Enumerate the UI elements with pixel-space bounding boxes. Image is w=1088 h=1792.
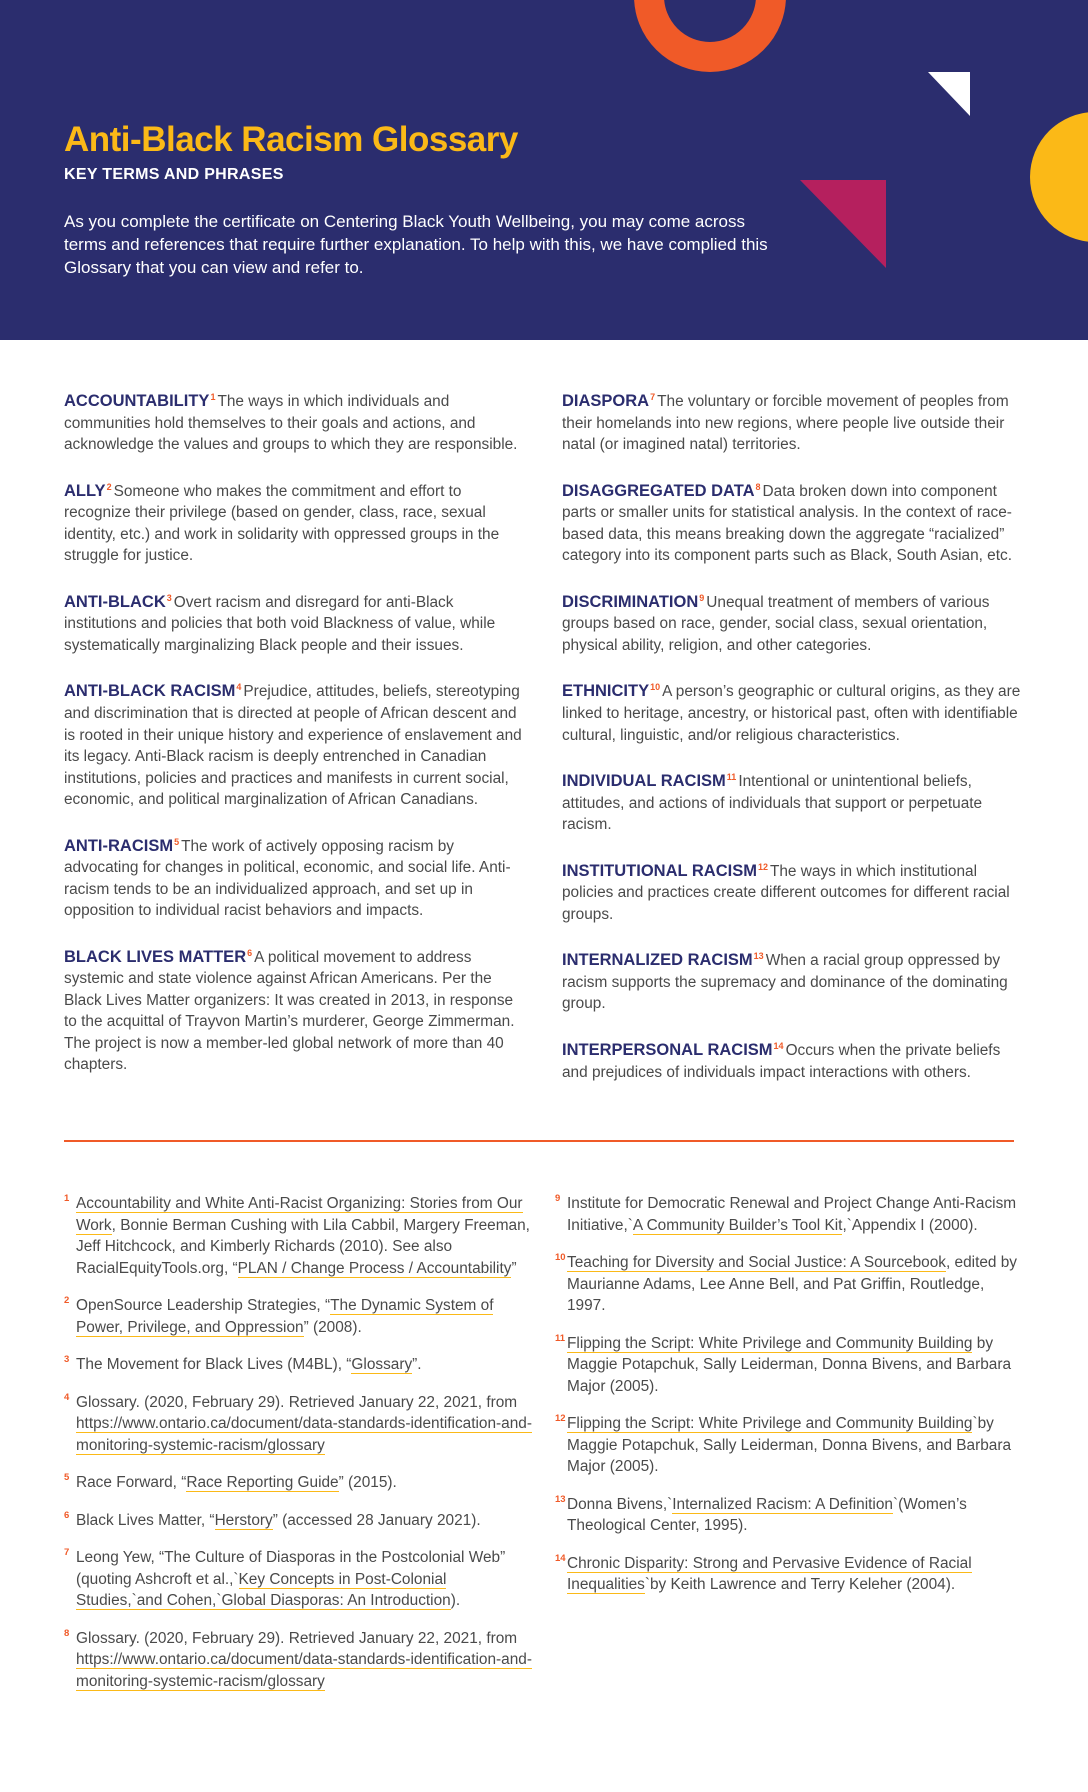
header-banner (0, 0, 1088, 340)
footnote-number: 12 (555, 1413, 566, 1424)
term-definition: Prejudice, attitudes, beliefs, stereotyping and discrimination that is directed at people of African descent and is rooted in their unique history and experience of enslavement and its legacy. Anti-Black racism is deeply entrenched in Canadian institutions, policies and practices and manifests in current social, economic, and political marginalization of African Canadians. (64, 683, 522, 808)
footnote-ref[interactable]: 8 (755, 481, 761, 492)
yellow-circle-decoration (1030, 112, 1088, 242)
footnote-text: ”. (412, 1356, 422, 1373)
footnote-link[interactable]: Key Concepts in Post-Colonial Studies,`and Cohen,`Global Diasporas: An Introduction (76, 1570, 451, 1609)
term-name: ACCOUNTABILITY (64, 392, 210, 411)
footnote-text: ). (450, 1592, 461, 1609)
term-definition: A political movement to address systemic and state violence against African Americans. Per the Black Lives Matter organizers: It was created in 2013, in response to the acquittal of Trayvon Martin’s murderer, George Zimmerman. The project is now a member-led global network of more than 40 chapters. (64, 948, 515, 1074)
footnote-text: ” (511, 1259, 517, 1277)
footnote-text: ,`Appendix I (2000). (842, 1216, 978, 1234)
footnote-link[interactable]: Flipping the Script: White Privilege and Community Building (567, 1415, 973, 1432)
footnote-ref[interactable]: 9 (699, 592, 705, 603)
footnote-number: 14 (555, 1552, 566, 1564)
footnote-link[interactable]: The Dynamic System of Power, Privilege, and Oppression (76, 1297, 494, 1336)
glossary-entry (64, 832, 530, 922)
footnote-text: Race Forward, “ (76, 1474, 187, 1491)
term-definition: Occurs when the private beliefs and prejudices of individuals impact interactions with others. (562, 1042, 1001, 1081)
term-definition: Intentional or unintentional beliefs, attitudes, and actions of individuals that support or perpetuate racism. (562, 773, 983, 834)
term-name: INTERNALIZED RACISM (562, 951, 753, 970)
footnote-7 (64, 1547, 534, 1612)
term-name: ETHNICITY (562, 682, 650, 701)
footnote-number: 10 (555, 1252, 566, 1263)
footnote-13 (555, 1494, 1025, 1537)
glossary-entry (64, 677, 530, 810)
glossary-entry (562, 857, 1024, 926)
section-divider (64, 1140, 1014, 1142)
term-name: ANTI-BLACK RACISM (64, 682, 236, 701)
footnote-ref[interactable]: 14 (773, 1040, 784, 1051)
footnote-link[interactable]: https://www.ontario.ca/document/data-standards-identification-and-monitoring-systemic-racism/glossary (76, 1415, 532, 1454)
footnote-text: Glossary. (2020, February 29). Retrieved January 22, 2021, from (76, 1393, 518, 1411)
footnote-text: ” (2015). (338, 1474, 397, 1491)
footnote-link[interactable]: https://www.ontario.ca/document/data-standards-identification-and-monitoring-systemic-racism/glossary (76, 1651, 532, 1690)
footnote-10 (555, 1252, 1025, 1317)
term-definition: When a racial group oppressed by racism supports the supremacy and dominance of the dominating group. (562, 952, 1008, 1013)
footnote-link[interactable]: Chronic Disparity: Strong and Pervasive Evidence of Racial Inequalities (567, 1554, 972, 1593)
glossary-entry (64, 387, 530, 456)
footnote-text: Black Lives Matter, “ (76, 1511, 215, 1529)
footnote-ref[interactable]: 12 (757, 861, 768, 872)
term-name: ALLY (64, 481, 106, 500)
footnote-link[interactable]: Glossary (351, 1356, 413, 1373)
glossary-entry (562, 588, 1024, 657)
footnote-text: Institute for Democratic Renewal and Project Change Anti-Racism Initiative,` (567, 1195, 1017, 1234)
footnote-link[interactable]: Accountability and White Anti-Racist Organizing: Stories from Our Work (76, 1195, 523, 1234)
term-name: INDIVIDUAL RACISM (562, 772, 726, 791)
term-definition: Unequal treatment of members of various groups based on race, gender, social class, sexual orientation, physical ability, religion, and other categories. (562, 593, 990, 654)
footnote-text: ” (2008). (303, 1318, 362, 1336)
footnote-text: `(Women’s Theological Center, 1995). (567, 1495, 967, 1534)
footnote-1 (64, 1193, 534, 1279)
footnote-text: , edited by Maurianne Adams, Lee Anne Bell, and Pat Griffin, Routledge, 1997. (567, 1254, 1018, 1314)
footnote-5 (64, 1472, 534, 1494)
page-title: Anti-Black Racism Glossary (64, 120, 518, 159)
term-name: ANTI-BLACK (64, 592, 166, 611)
page-subtitle: KEY TERMS AND PHRASES (64, 166, 284, 183)
footnote-number: 1 (64, 1193, 70, 1204)
footnote-number: 6 (64, 1509, 70, 1521)
term-definition: Data broken down into component parts or smaller units for statistical analysis. In the context of race-based data, this means breaking down the aggregate “racialized” category into its component parts such as Black, South Asian, etc. (562, 482, 1012, 565)
terms-column-left (64, 387, 530, 1097)
footnote-text: `by Maggie Potapchuk, Sally Leiderman, Donna Bivens, and Barbara Major (2005). (567, 1415, 1012, 1475)
glossary-entry (562, 946, 1024, 1015)
footnote-number: 7 (64, 1547, 70, 1558)
footnotes-column-left (64, 1193, 534, 1708)
footnote-ref[interactable]: 10 (650, 682, 661, 693)
term-definition: Someone who makes the commitment and effort to recognize their privilege (based on gender, class, race, sexual identity, etc.) and work in solidarity with oppressed groups in the struggle for justice. (64, 482, 500, 565)
term-name: ANTI-RACISM (64, 836, 174, 855)
pink-triangle-decoration (800, 180, 886, 268)
footnote-text: by Maggie Potapchuk, Sally Leiderman, Donna Bivens, and Barbara Major (2005). (567, 1334, 1012, 1395)
term-name: DIASPORA (562, 392, 650, 411)
footnote-3 (64, 1354, 534, 1376)
footnote-link[interactable]: Internalized Racism: A Definition (672, 1495, 893, 1513)
footnote-text: Donna Bivens,` (567, 1495, 673, 1513)
footnote-text: , Bonnie Berman Cushing with Lila Cabbil, Margery Freeman, Jeff Hitchcock, and Kimberly Richards (2010). See also RacialEquityTools.org, “ (76, 1216, 530, 1277)
footnote-number: 4 (64, 1391, 70, 1403)
footnote-number: 3 (64, 1354, 70, 1365)
footnote-link[interactable]: Teaching for Diversity and Social Justice: A Sourcebook (567, 1254, 946, 1271)
orange-ring-decoration (634, 0, 786, 72)
footnote-ref[interactable]: 13 (753, 951, 764, 962)
footnote-link[interactable]: Flipping the Script: White Privilege and Community Building (567, 1334, 973, 1352)
footnote-12 (555, 1413, 1025, 1478)
footnote-text: ” (accessed 28 January 2021). (272, 1511, 481, 1529)
footnote-number: 13 (555, 1493, 566, 1505)
footnote-text: Glossary. (2020, February 29). Retrieved January 22, 2021, from (76, 1629, 518, 1647)
footnote-ref[interactable]: 11 (726, 772, 737, 782)
footnote-ref[interactable]: 5 (174, 836, 180, 847)
glossary-entry (562, 677, 1024, 746)
term-definition: A person’s geographic or cultural origins, as they are linked to heritage, ancestry, or historical past, often with identifiable cultural, linguistic, and/or religious characteristics. (562, 683, 1021, 744)
footnote-number: 9 (555, 1193, 561, 1204)
footnote-text: `by Keith Lawrence and Terry Keleher (2004). (644, 1576, 956, 1593)
glossary-entry (562, 767, 1024, 836)
glossary-entry (562, 477, 1024, 567)
footnote-link[interactable]: PLAN / Change Process / Accountability (237, 1259, 512, 1277)
term-definition: Overt racism and disregard for anti-Black institutions and policies that both void Blackness of value, while systematically marginalizing Black people and their issues. (64, 593, 496, 654)
term-definition: The ways in which institutional policies and practices create different outcomes for different racial groups. (562, 862, 1010, 923)
footnote-ref[interactable]: 4 (236, 682, 242, 693)
glossary-entry (562, 387, 1024, 456)
glossary-entry (64, 588, 530, 657)
glossary-entry (562, 1036, 1024, 1083)
footnote-link[interactable]: Herstory (214, 1511, 273, 1529)
footnote-ref[interactable]: 1 (210, 392, 216, 402)
term-name: INTERPERSONAL RACISM (562, 1041, 773, 1059)
footnote-link[interactable]: A Community Builder’s Tool Kit (632, 1216, 843, 1234)
intro-paragraph: As you complete the certificate on Centering Black Youth Wellbeing, you may come across terms and references that require further explanation. To help with this, we have complied this Glossary that you can view and refer to. (64, 212, 768, 277)
glossary-entry (64, 943, 530, 1076)
term-definition: The voluntary or forcible movement of peoples from their homelands into new regions, where people live outside their natal (or imagined natal) territories. (562, 393, 1009, 454)
footnotes-column-right (555, 1193, 1025, 1612)
terms-column-right (562, 387, 1024, 1104)
footnote-text: The Movement for Black Lives (M4BL), “ (76, 1356, 352, 1373)
footnote-2 (64, 1295, 534, 1338)
footnote-number: 2 (64, 1295, 70, 1306)
footnote-6 (64, 1510, 534, 1532)
footnote-11 (555, 1333, 1025, 1398)
footnote-ref[interactable]: 7 (650, 392, 656, 402)
footnote-link[interactable]: Race Reporting Guide (186, 1474, 339, 1491)
white-triangle-decoration (928, 72, 970, 116)
term-definition: The work of actively opposing racism by advocating for changes in political, economic, and social life. Anti-racism tends to be an individualized approach, and set up in opposition to individual racist behaviors and impacts. (64, 837, 511, 920)
footnote-number: 8 (64, 1627, 70, 1639)
term-name: BLACK LIVES MATTER (64, 947, 247, 966)
footnote-text: OpenSource Leadership Strategies, “ (76, 1297, 331, 1314)
term-definition: The ways in which individuals and communities hold themselves to their goals and actions, and acknowledge the values and groups to which they are responsible. (64, 393, 518, 454)
footnote-4 (64, 1392, 534, 1457)
term-name: INSTITUTIONAL RACISM (562, 861, 757, 880)
term-name: DISCRIMINATION (562, 592, 699, 611)
footnote-text: Leong Yew, “The Culture of Diasporas in the Postcolonial Web” (quoting Ashcroft et al.,` (76, 1549, 506, 1588)
glossary-entry (64, 477, 530, 567)
term-name: DISAGGREGATED DATA (562, 481, 755, 500)
footnote-9 (555, 1193, 1025, 1236)
footnote-8 (64, 1628, 534, 1693)
footnote-number: 5 (64, 1472, 70, 1483)
footnote-ref[interactable]: 3 (166, 592, 172, 603)
footnote-ref[interactable]: 2 (106, 481, 112, 492)
footnote-14 (555, 1553, 1025, 1596)
footnote-ref[interactable]: 6 (247, 947, 253, 958)
footnote-number: 11 (555, 1332, 566, 1344)
